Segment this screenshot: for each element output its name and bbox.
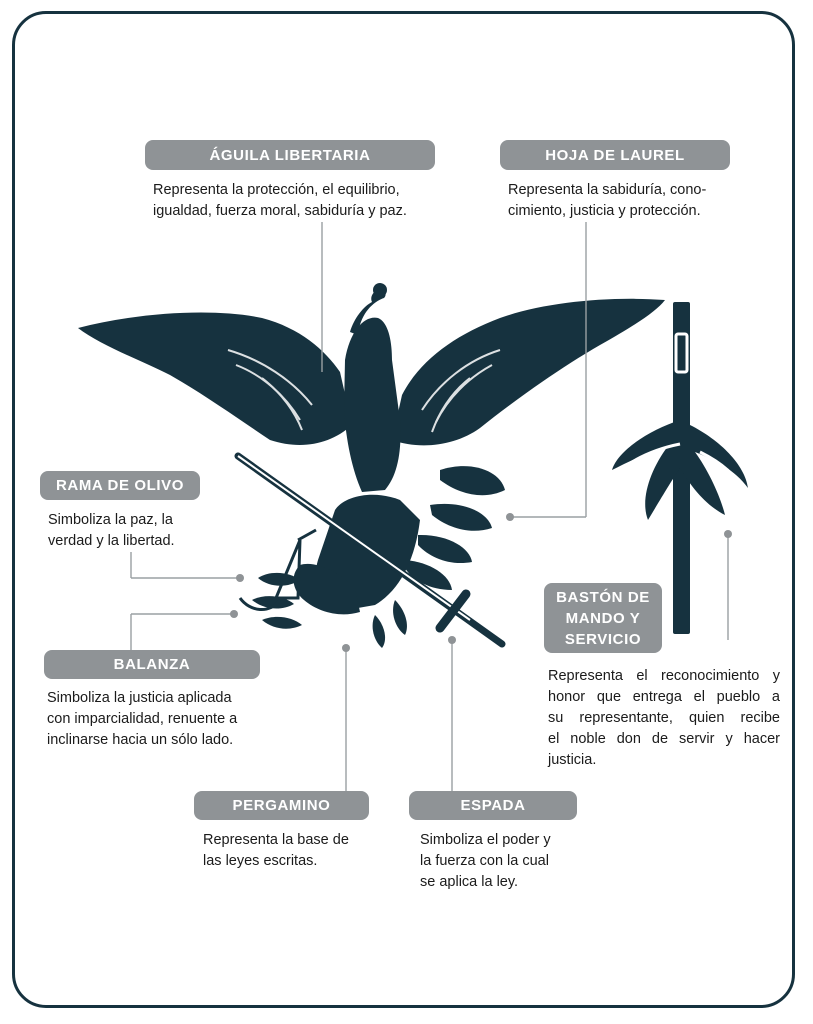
desc-rama-de-olivo: Simboliza la paz, la verdad y la libertad. bbox=[48, 512, 175, 549]
label-hoja-de-laurel: HOJA DE LAUREL bbox=[500, 140, 730, 170]
label-pergamino: PERGAMINO bbox=[194, 791, 369, 820]
label-rama-de-olivo: RAMA DE OLIVO bbox=[40, 471, 200, 500]
desc-balanza: Simboliza la justicia aplicada con imparcialidad, renuente a inclinarse hacia un sólo lado. bbox=[47, 690, 238, 748]
desc-pergamino: Representa la base de las leyes escritas. bbox=[203, 832, 349, 869]
desc-espada: Simboliza el poder y la fuerza con la cual se aplica la ley. bbox=[420, 832, 551, 890]
label-espada: ESPADA bbox=[409, 791, 577, 820]
desc-baston-de-mando: Representa el reconocimiento y honor que entrega el pueblo a su representante, quien recibe el noble don de servir y hacer justicia. bbox=[548, 668, 780, 768]
label-aguila-libertaria: ÁGUILA LIBERTARIA bbox=[145, 140, 435, 170]
label-baston-de-mando: BASTÓN DE MANDO Y SERVICIO bbox=[544, 583, 662, 653]
desc-aguila-libertaria: Representa la protección, el equilibrio, igualdad, fuerza moral, sabiduría y paz. bbox=[153, 182, 407, 219]
label-balanza: BALANZA bbox=[44, 650, 260, 679]
desc-hoja-de-laurel: Representa la sabiduría, cono- cimiento, justicia y protección. bbox=[508, 182, 707, 219]
